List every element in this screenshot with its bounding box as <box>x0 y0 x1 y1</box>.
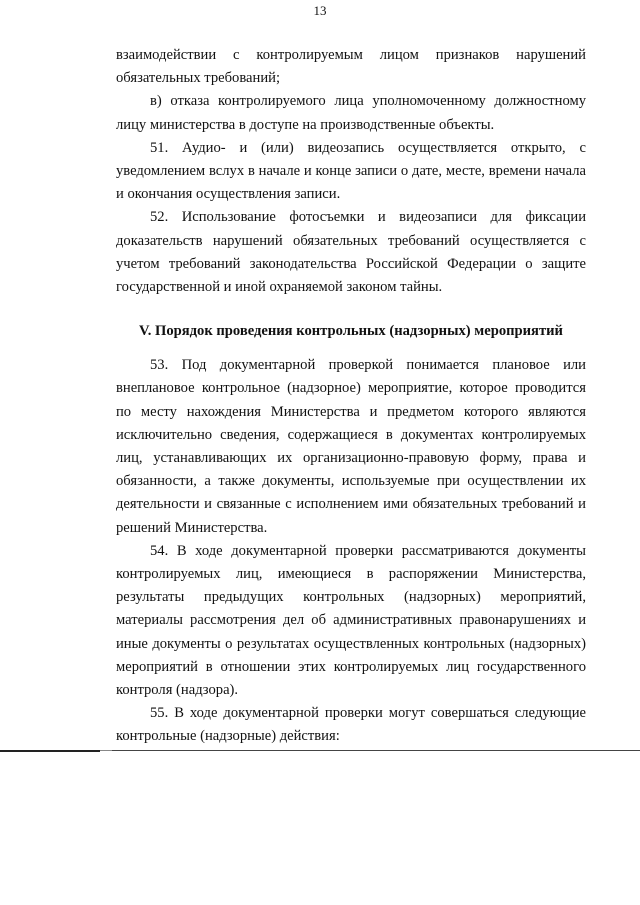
paragraph-continuation: взаимодействии с контролируемым лицом признаков нарушений обязательных требований; <box>116 47 586 87</box>
paragraph-53: 53. Под документарной проверкой понимается плановое или внеплановое контрольное (надзорное) мероприятие, которое проводится по месту нахождения Министерства и предметом которого являются исключительно сведения, содержащиеся в документах контролируемых лиц, устанавливающих их организационно-правовую форму, права и обязанности, а также документы, используемые при осуществлении их деятельности и связанные с исполнением ими обязательных требований и решений Министерства. <box>116 357 586 536</box>
document-body <box>116 44 586 749</box>
scan-edge-line <box>112 750 640 751</box>
scan-edge-line-gap <box>100 750 112 751</box>
paragraph-52: 52. Использование фотосъемки и видеозаписи для фиксации доказательств нарушений обязательных требований осуществляется с учетом требований законодательства Российской Федерации о защите государственной и иной охраняемой законом тайны. <box>116 209 586 296</box>
section-heading: V. Порядок проведения контрольных (надзорных) мероприятий <box>139 323 563 340</box>
paragraph-54: 54. В ходе документарной проверки рассматриваются документы контролируемых лиц, имеющиеся в распоряжении Министерства, результаты предыдущих контрольных (надзорных) мероприятий, материалы рассмотрения дел об административных правонарушениях и иные документы о результатах осуществленных контрольных (надзорных) мероприятий в отношении этих контролируемых лиц государственного контроля (надзора). <box>116 542 586 699</box>
paragraph-55: 55. В ходе документарной проверки могут совершаться следующие контрольные (надзорные) действия: <box>116 705 586 745</box>
paragraph-item-v: в) отказа контролируемого лица уполномоченному должностному лицу министерства в доступе на производственные объекты. <box>116 93 586 133</box>
paragraph-51: 51. Аудио- и (или) видеозапись осуществляется открыто, с уведомлением вслух в начале и конце записи о дате, месте, времени начала и окончания осуществления записи. <box>116 139 586 203</box>
scan-edge-line-left <box>0 750 100 752</box>
spacer <box>116 299 586 301</box>
page-number: 13 <box>313 3 327 18</box>
